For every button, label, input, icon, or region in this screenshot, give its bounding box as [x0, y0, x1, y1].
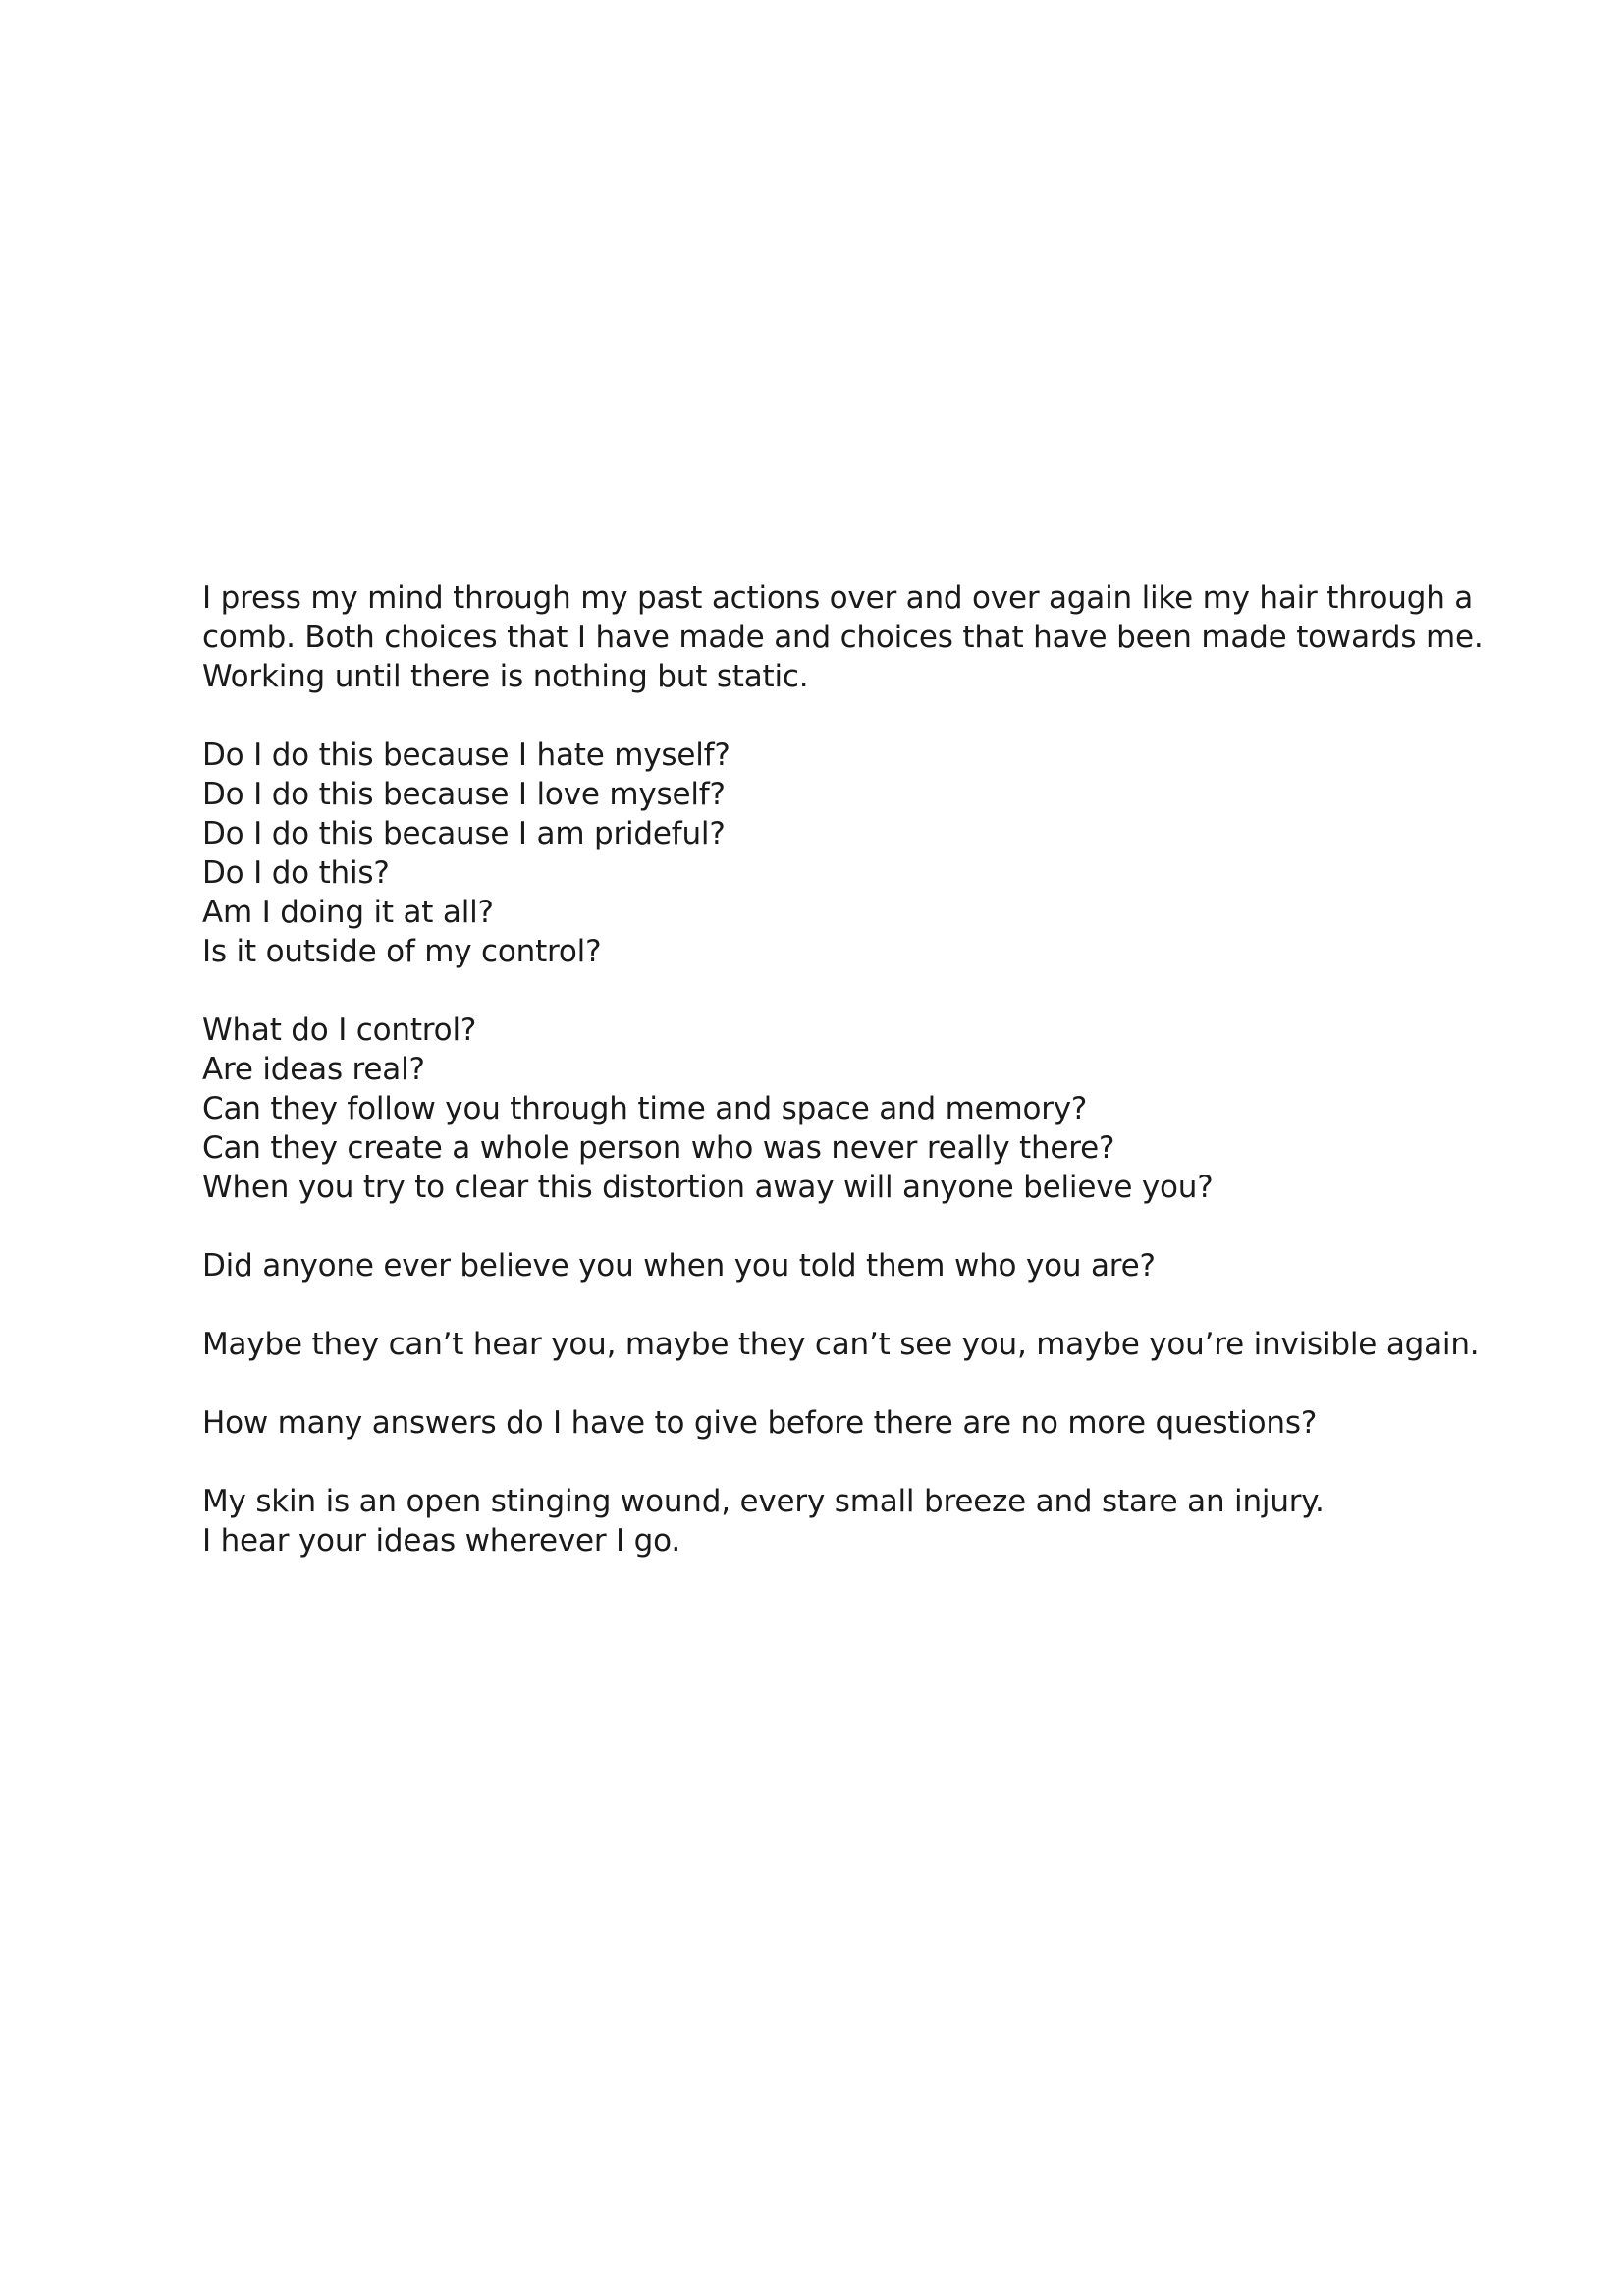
stanza-closing [202, 1482, 1518, 1560]
stanza-line: Can they create a whole person who was never really there? [202, 1130, 1115, 1166]
stanza-line: Do I do this? [202, 855, 390, 891]
stanza-line: When you try to clear this distortion away will anyone believe you? [202, 1170, 1214, 1205]
stanza-line: Did anyone ever believe you when you told them who you are? [202, 1248, 1156, 1284]
stanza-line: I hear your ideas wherever I go. [202, 1523, 681, 1558]
stanza-line: Do I do this because I am prideful? [202, 816, 726, 851]
stanza-line: Do I do this because I hate myself? [202, 738, 730, 773]
stanza-line: Are ideas real? [202, 1052, 425, 1087]
stanza-questions-self [202, 736, 1518, 971]
stanza-line: Do I do this because I love myself? [202, 777, 726, 812]
stanza-answers [202, 1403, 1518, 1443]
stanza-line: Can they follow you through time and space and memory? [202, 1091, 1088, 1126]
stanza-line: Am I doing it at all? [202, 895, 494, 930]
stanza-line: How many answers do I have to give before there are no more questions? [202, 1405, 1318, 1441]
stanza-believe [202, 1246, 1518, 1285]
stanza-line: My skin is an open stinging wound, every small breeze and stare an injury. [202, 1484, 1325, 1519]
stanza-line: Maybe they can’t hear you, maybe they can’t see you, maybe you’re invisible again. [202, 1327, 1480, 1362]
stanza-line: What do I control? [202, 1012, 477, 1048]
stanza-questions-ideas [202, 1011, 1518, 1207]
poem-text [202, 578, 1518, 1560]
opening-paragraph [202, 578, 1518, 696]
stanza-line: Is it outside of my control? [202, 934, 602, 969]
opening-paragraph-text: I press my mind through my past actions over and over again like my hair through a comb. Both choices that I have made and choices that have been made towards me. Working until there is nothing but static. [202, 580, 1484, 694]
stanza-invisible [202, 1325, 1518, 1364]
